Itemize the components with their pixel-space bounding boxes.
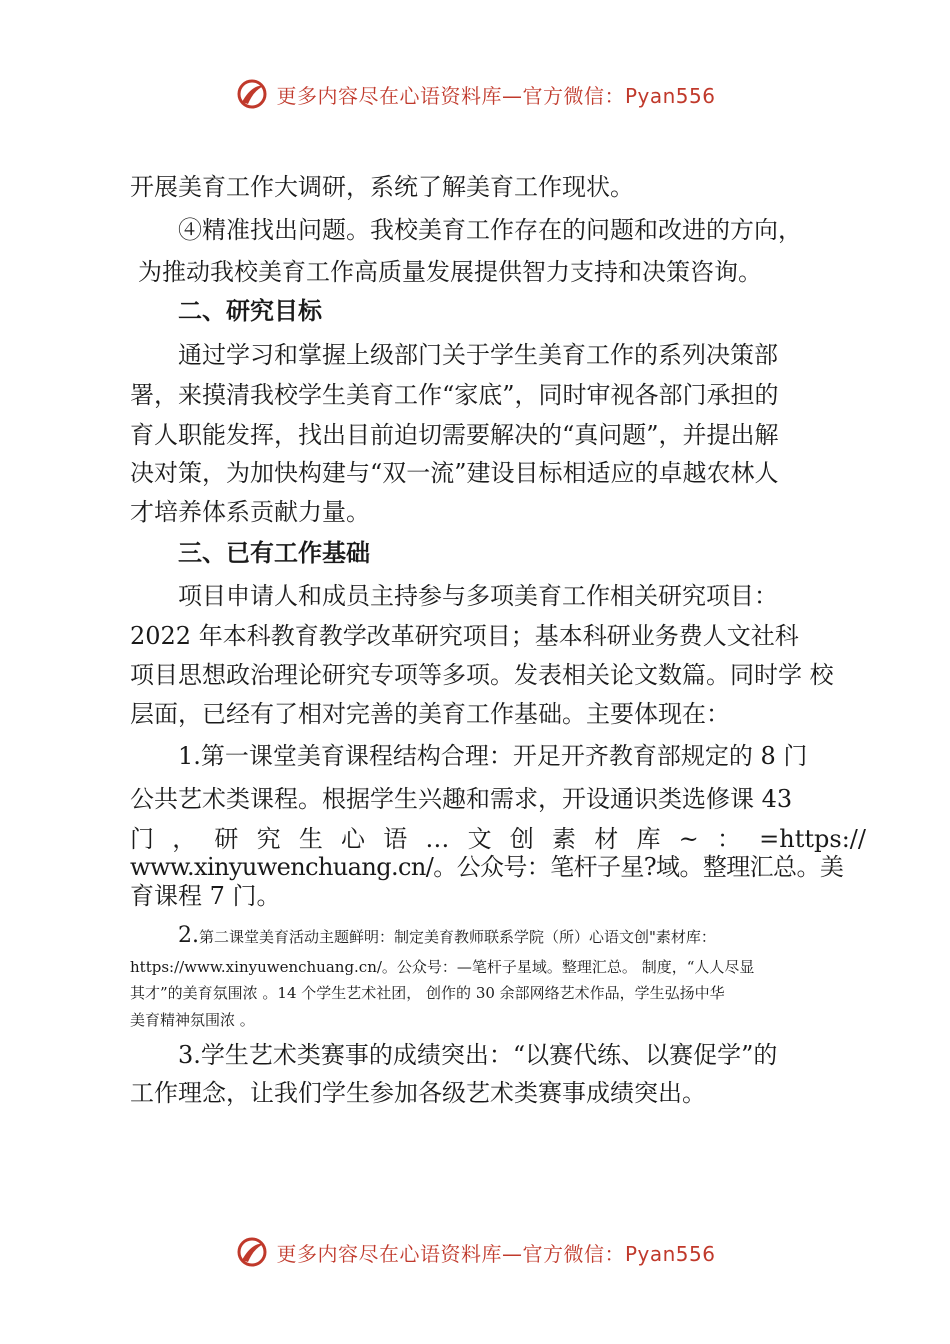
paragraph-line: ④精准找出问题。我校美育工作存在的问题和改进的方向， xyxy=(178,216,802,244)
char: 门 xyxy=(130,825,154,853)
section-heading-research-goals: 二、研究目标 xyxy=(178,297,322,325)
paragraph-line: 开展美育工作大调研，系统了解美育工作现状。 xyxy=(130,173,634,201)
paragraph-line: 育人职能发挥，找出目前迫切需要解决的“真问题”，并提出解 xyxy=(130,421,779,449)
small-print-line: https://www.xinyuwenchuang.cn/。公众号：—笔杆子星域。整理汇总。 制度，“人人尽显 xyxy=(130,958,755,976)
small-print-line: 美育精神氛围浓 。 xyxy=(130,1011,255,1029)
paragraph-line: 项目思想政治理论研究专项等多项。发表相关论文数篇。同时学 校 xyxy=(130,661,834,689)
char: 素 xyxy=(552,825,577,853)
small-text: 第二课堂美育活动主题鲜明：制定美育教师联系学院（所）心语文创"素材库： xyxy=(199,928,716,946)
paragraph-line: 2022 年本科教育教学改革研究项目；基本科研业务费人文社科 xyxy=(130,622,799,650)
char: 究 xyxy=(256,825,281,853)
small-print-line xyxy=(178,923,716,948)
section-heading-existing-foundation: 三、已有工作基础 xyxy=(178,539,370,567)
char: ， xyxy=(172,825,197,853)
char: ： xyxy=(716,825,741,853)
brush-logo-icon xyxy=(234,1234,270,1270)
watermark-banner-bottom xyxy=(0,1230,950,1274)
paragraph-line: 为推动我校美育工作高质量发展提供智力支持和决策咨询。 xyxy=(138,258,762,286)
watermark-text: 更多内容尽在心语资料库—官方微信：Pyan556 xyxy=(276,1241,716,1266)
char: 库 xyxy=(636,825,661,853)
paragraph-line: 才培养体系贡献力量。 xyxy=(130,498,370,526)
char: 创 xyxy=(509,825,534,853)
char: ~ xyxy=(678,825,699,853)
paragraph-line: 1.第一课堂美育课程结构合理：开足开齐教育部规定的 8 门 xyxy=(178,742,808,770)
paragraph-line: 决对策，为加快构建与“双一流”建设目标相适应的卓越农林人 xyxy=(130,459,779,487)
char: 语 xyxy=(383,825,408,853)
char: 研 xyxy=(214,825,239,853)
char: =https:// xyxy=(759,825,866,853)
paragraph-line: 项目申请人和成员主持参与多项美育工作相关研究项目： xyxy=(178,582,778,610)
char: 生 xyxy=(298,825,323,853)
paragraph-line-justified xyxy=(130,824,866,854)
brush-logo-icon xyxy=(234,76,270,112)
char: … xyxy=(425,825,450,853)
paragraph-line: 工作理念，让我们学生参加各级艺术类赛事成绩突出。 xyxy=(130,1079,706,1107)
paragraph-line: 公共艺术类课程。根据学生兴趣和需求，开设通识类选修课 43 xyxy=(130,785,793,813)
item-number: 2. xyxy=(178,923,199,948)
paragraph-line: 育课程 7 门。 xyxy=(130,882,281,910)
paragraph-line: www.xinyuwenchuang.cn/。公众号：笔杆子星?域。整理汇总。美 xyxy=(130,853,844,881)
char: 材 xyxy=(594,825,619,853)
paragraph-line: 通过学习和掌握上级部门关于学生美育工作的系列决策部 xyxy=(178,341,778,369)
watermark-text: 更多内容尽在心语资料库—官方微信：Pyan556 xyxy=(276,83,716,108)
char: 心 xyxy=(341,825,366,853)
small-print-line: 其才”的美育氛围浓 。14 个学生艺术社团， 创作的 30 余部网络艺术作品，学生弘扬中华 xyxy=(130,984,725,1002)
paragraph-line: 3.学生艺术类赛事的成绩突出：“以赛代练、以赛促学”的 xyxy=(178,1041,778,1069)
char: 文 xyxy=(467,825,492,853)
paragraph-line: 层面，已经有了相对完善的美育工作基础。主要体现在： xyxy=(130,700,730,728)
paragraph-line: 署，来摸清我校学生美育工作“家底”，同时审视各部门承担的 xyxy=(130,381,779,409)
watermark-banner-top xyxy=(0,72,950,116)
